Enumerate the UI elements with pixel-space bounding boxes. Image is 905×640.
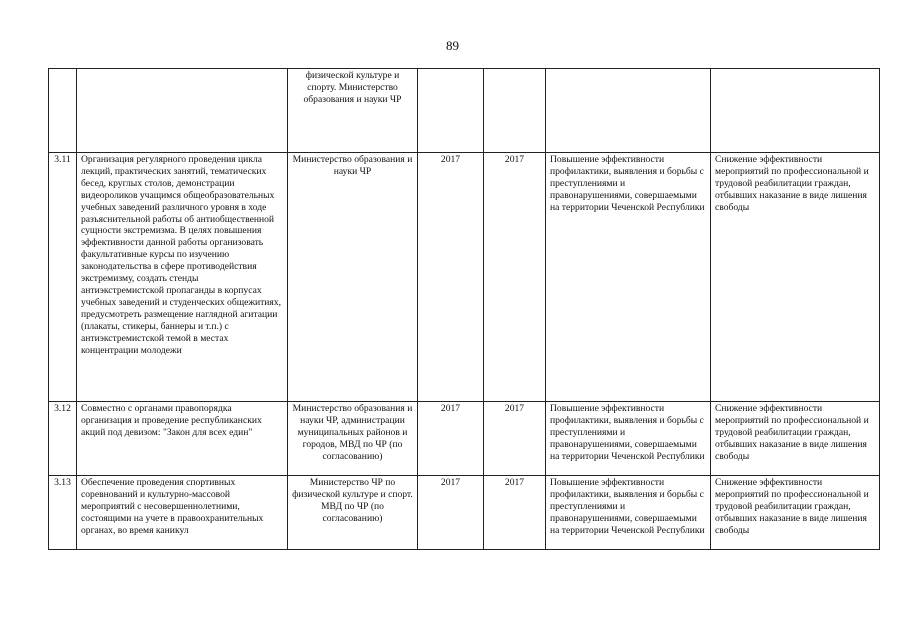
expected-result-cell <box>546 69 711 153</box>
activity-cell: Организация регулярного проведения цикла лекций, практических занятий, тематических бесед, круглых столов, демонстрации видеороликов учащимся общеобразовательных учебных заведений различного уровня в ходе разъяснительной работы об антиобщественной сущности экстремизма. В целях повышения эффективности данной работы организовать факультативные курсы по изучению законодательства в сфере противодействия экстремизму, создать стенды антиэкстремистской пропаганды в корпусах учебных заведений и студенческих общежитиях, предусмотреть размещение наглядной агитации (плакаты, стикеры, баннеры и т.п.) с антиэкстремистской темой в местах концентрации молодежи <box>77 153 288 402</box>
start-year-cell: 2017 <box>418 476 484 550</box>
row-number-cell: 3.13 <box>49 476 77 550</box>
table-row <box>49 476 880 550</box>
executor-cell: Министерство образования и науки ЧР <box>288 153 418 402</box>
start-year-cell: 2017 <box>418 402 484 476</box>
row-number-cell: 3.12 <box>49 402 77 476</box>
end-year-cell: 2017 <box>484 476 546 550</box>
start-year-cell: 2017 <box>418 153 484 402</box>
consequence-cell: Снижение эффективности мероприятий по профессиональной и трудовой реабилитации граждан, отбывших наказание в виде лишения свободы <box>711 402 880 476</box>
table-row <box>49 153 880 402</box>
activity-cell: Обеспечение проведения спортивных соревнований и культурно-массовой мероприятий с несовершеннолетними, состоящими на учете в правоохранительных органах, во время каникул <box>77 476 288 550</box>
activity-cell: Совместно с органами правопорядка организация и проведение республиканских акций под девизом: "Закон для всех един" <box>77 402 288 476</box>
row-number-cell <box>49 69 77 153</box>
end-year-cell: 2017 <box>484 402 546 476</box>
table-row <box>49 402 880 476</box>
executor-cell: Министерство ЧР по физической культуре и спорт. МВД по ЧР (по согласованию) <box>288 476 418 550</box>
start-year-cell <box>418 69 484 153</box>
expected-result-cell: Повышение эффективности профилактики, выявления и борьбы с преступлениями и правонарушениями, совершаемыми на территории Чеченской Республики <box>546 402 711 476</box>
page-number: 89 <box>446 38 459 53</box>
expected-result-cell: Повышение эффективности профилактики, выявления и борьбы с преступлениями и правонарушениями, совершаемыми на территории Чеченской Республики <box>546 476 711 550</box>
row-number-cell: 3.11 <box>49 153 77 402</box>
expected-result-cell: Повышение эффективности профилактики, выявления и борьбы с преступлениями и правонарушениями, совершаемыми на территории Чеченской Республики <box>546 153 711 402</box>
executor-cell: физической культуре и спорту. Министерство образования и науки ЧР <box>288 69 418 153</box>
end-year-cell: 2017 <box>484 153 546 402</box>
executor-cell: Министерство образования и науки ЧР, администрации муниципальных районов и городов, МВД по ЧР (по согласованию) <box>288 402 418 476</box>
end-year-cell <box>484 69 546 153</box>
consequence-cell <box>711 69 880 153</box>
consequence-cell: Снижение эффективности мероприятий по профессиональной и трудовой реабилитации граждан, отбывших наказание в виде лишения свободы <box>711 153 880 402</box>
table-row <box>49 69 880 153</box>
consequence-cell: Снижение эффективности мероприятий по профессиональной и трудовой реабилитации граждан, отбывших наказание в виде лишения свободы <box>711 476 880 550</box>
plan-table <box>48 68 880 550</box>
activity-cell <box>77 69 288 153</box>
